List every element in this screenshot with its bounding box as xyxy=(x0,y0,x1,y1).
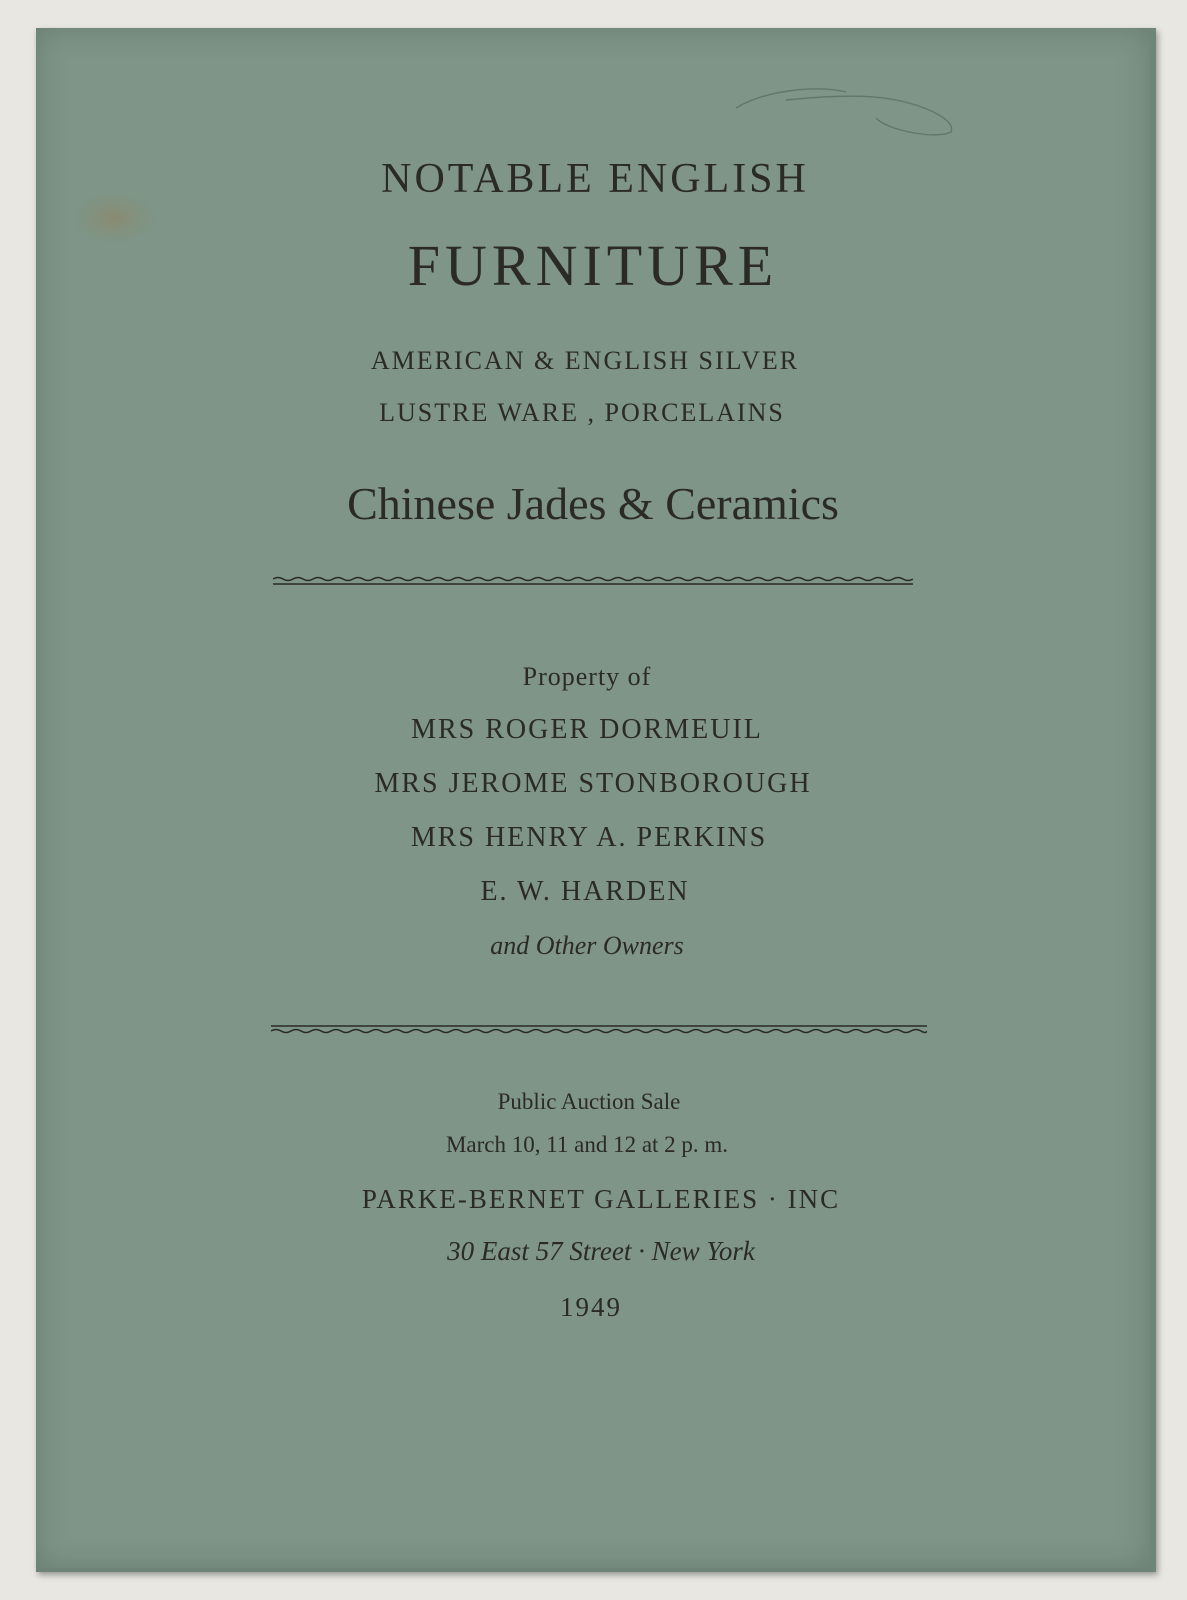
subtitle-line-1: AMERICAN & ENGLISH SILVER xyxy=(370,346,800,375)
wavy-rule-top xyxy=(273,576,913,586)
publication-year: 1949 xyxy=(560,1292,622,1322)
owner-2: MRS JEROME STONBOROUGH xyxy=(374,768,812,799)
wavy-rule-bottom xyxy=(271,1024,927,1034)
gallery-address: 30 East 57 Street · New York xyxy=(447,1236,755,1266)
owner-1: MRS ROGER DORMEUIL xyxy=(411,714,763,745)
gallery-name: PARKE-BERNET GALLERIES · INC xyxy=(361,1184,841,1214)
owner-3: MRS HENRY A. PERKINS xyxy=(410,822,768,853)
subtitle-line-2: LUSTRE WARE , PORCELAINS xyxy=(379,398,785,427)
property-of-label: Property of xyxy=(522,662,652,691)
title-line-1: NOTABLE ENGLISH xyxy=(381,156,809,202)
subtitle-line-3: Chinese Jades & Ceramics xyxy=(347,478,839,529)
sale-dates: March 10, 11 and 12 at 2 p. m. xyxy=(445,1132,729,1157)
sale-title: Public Auction Sale xyxy=(497,1089,681,1114)
stain-mark xyxy=(74,193,154,243)
other-owners: and Other Owners xyxy=(490,931,684,960)
catalog-cover xyxy=(36,28,1156,1572)
pencil-scribble xyxy=(726,70,966,140)
title-line-2: FURNITURE xyxy=(407,233,779,298)
owner-4: E. W. HARDEN xyxy=(480,876,690,907)
